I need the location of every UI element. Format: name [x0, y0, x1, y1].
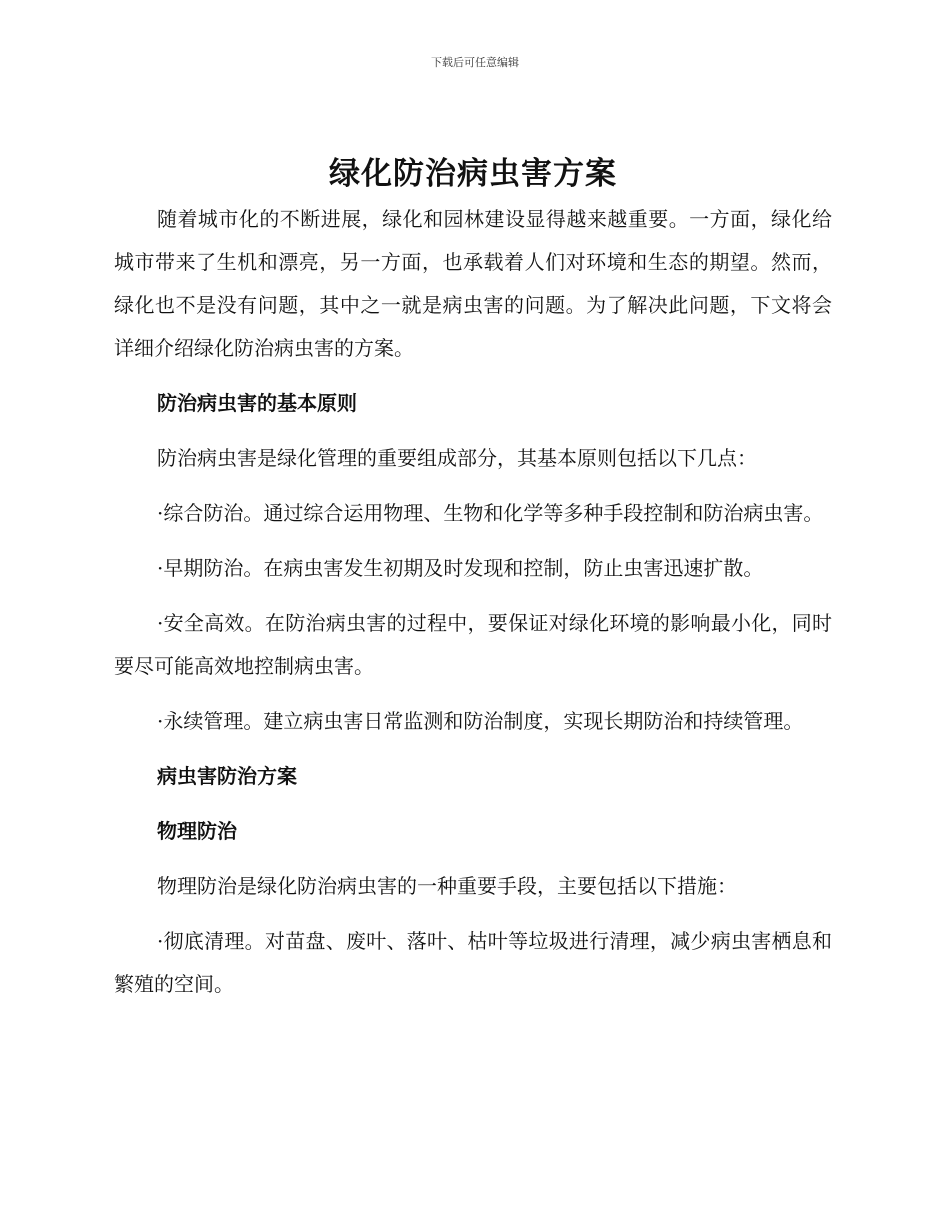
section-heading-plan: 病虫害防治方案 — [157, 764, 297, 788]
intro-paragraph: 随着城市化的不断进展，绿化和园林建设显得越来越重要。一方面，绿化给城市带来了生机和漂亮，另一方面，也承载着人们对环境和生态的期望。然而，绿化也不是没有问题，其中之一就是病虫害的问题。为了解决此问题，下文将会详细介绍绿化防治病虫害的方案。 — [114, 207, 832, 360]
principles-lead-paragraph: 防治病虫害是绿化管理的重要组成部分，其基本原则包括以下几点： — [157, 446, 757, 470]
document-title: 绿化防治病虫害方案 — [329, 156, 617, 192]
principle-item: ·安全高效。在防治病虫害的过程中，要保证对绿化环境的影响最小化，同时要尽可能高效地控制病虫害。 — [114, 611, 832, 678]
document-body — [114, 150, 832, 1006]
subsection-heading-physical: 物理防治 — [157, 819, 237, 843]
page-header-note: 下载后可任意编辑 — [431, 56, 519, 69]
principle-item: ·早期防治。在病虫害发生初期及时发现和控制，防止虫害迅速扩散。 — [157, 556, 764, 580]
principle-item: ·永续管理。建立病虫害日常监测和防治制度，实现长期防治和持续管理。 — [157, 709, 804, 733]
section-heading-principles: 防治病虫害的基本原则 — [157, 391, 357, 415]
principle-item: ·综合防治。通过综合运用物理、生物和化学等多种手段控制和防治病虫害。 — [157, 501, 824, 525]
physical-measure-item: ·彻底清理。对苗盘、废叶、落叶、枯叶等垃圾进行清理，减少病虫害栖息和繁殖的空间。 — [114, 929, 832, 996]
physical-lead-paragraph: 物理防治是绿化防治病虫害的一种重要手段，主要包括以下措施： — [157, 874, 737, 898]
